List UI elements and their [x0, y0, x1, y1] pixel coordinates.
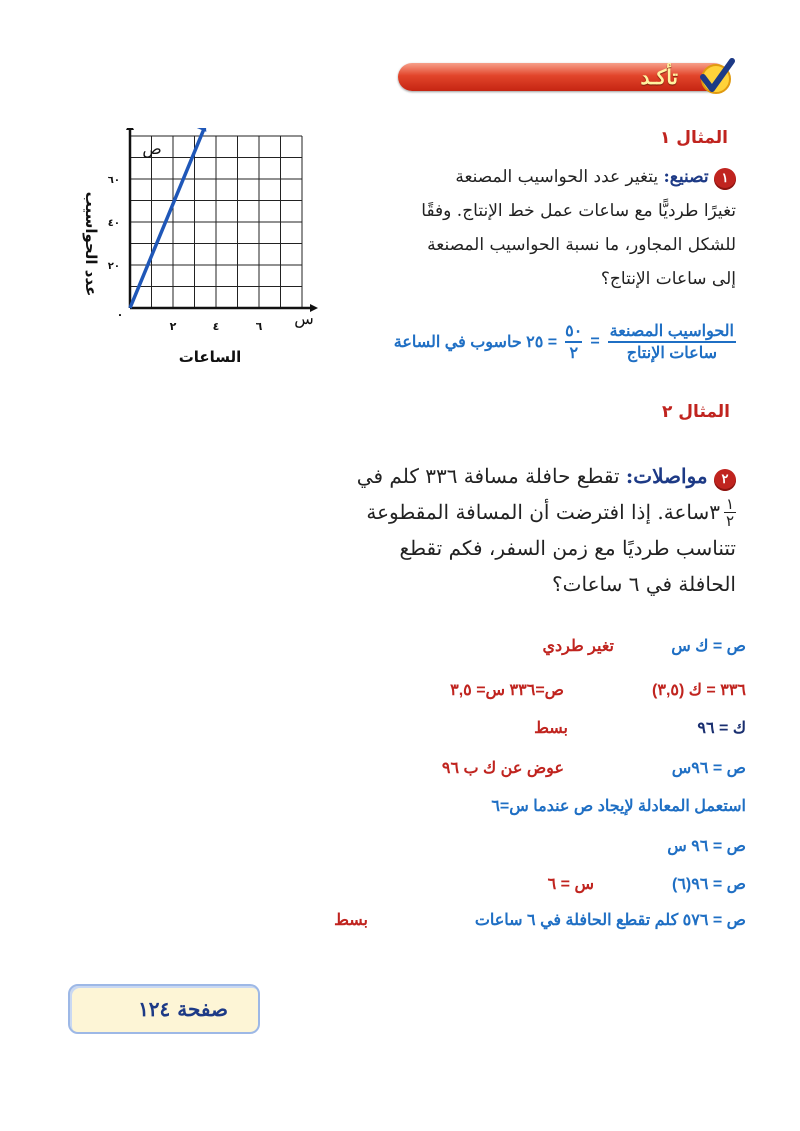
example2-text-2: ٣ساعة. إذا افترضت أن المسافة المقطوعة	[366, 500, 720, 524]
ratio-denominator: ساعات الإنتاج	[626, 345, 717, 362]
solution-row-2-eq: ٣٣٦ = ك (٣,٥)	[652, 682, 746, 699]
value-numerator: ٥٠	[565, 323, 583, 340]
checkmark-icon	[694, 57, 736, 97]
example1-title: المثال ١	[660, 128, 728, 148]
y-tick-label: ٢٠	[107, 261, 120, 272]
y-variable-label: ص	[142, 139, 162, 158]
ratio-fraction	[608, 321, 736, 363]
example1-result: = ٢٥ حاسوب في الساعة	[393, 334, 558, 351]
solution-row-1-eq: ص = ك س	[671, 638, 746, 655]
example2-line-3: تتناسب طرديًا مع زمن السفر، فكم تقطع	[399, 536, 736, 560]
solution-row-3-eq: ك = ٩٦	[697, 720, 746, 737]
example2-number: ٢	[714, 469, 736, 491]
banner-bar	[398, 63, 728, 91]
page-number-box	[68, 984, 260, 1034]
mixed-fraction	[724, 496, 736, 529]
equals-sign: =	[590, 333, 600, 350]
value-denominator: ٢	[569, 345, 579, 362]
example1-text-1: يتغير عدد الحواسيب المصنعة	[455, 167, 659, 187]
x-variable-label: س	[294, 309, 314, 328]
x-tick-label: ٢	[169, 320, 177, 333]
example2-line-1	[316, 458, 736, 494]
example1-problem	[356, 160, 736, 296]
x-axis-title: الساعات	[178, 348, 242, 366]
y-tick-label: ٤٠	[107, 218, 120, 229]
example1-line-4: إلى ساعات الإنتاج؟	[600, 269, 736, 289]
value-fraction	[565, 321, 582, 363]
solution-row-7-eq: ص = ٩٦(٦)	[671, 876, 746, 893]
series-line	[130, 128, 205, 308]
solution-row-4-note: عوض عن ك ب ٩٦	[441, 760, 564, 777]
solution-row-2-note: ص=٣٣٦ س= ٣,٥	[450, 682, 564, 699]
example2-keyword: مواصلات:	[625, 464, 708, 488]
solution-row-5: استعمل المعادلة لإيجاد ص عندما س=٦	[491, 798, 746, 815]
example1-line-1	[356, 160, 736, 194]
solution-row-4-eq: ص = ٩٦س	[671, 760, 746, 777]
x-tick-label: ٤	[212, 320, 220, 333]
y-axis-title: عدد الحواسيب	[82, 191, 100, 297]
ratio-numerator: الحواسيب المصنعة	[609, 323, 734, 340]
solution-row-3-note: بسط	[534, 720, 568, 737]
y-tick-label: ٦٠	[107, 175, 120, 186]
solution-row-8-eq: ص = ٥٧٦ كلم تقطع الحافلة في ٦ ساعات	[474, 912, 746, 929]
example1-line-2: تغيرًا طرديًّا مع ساعات عمل خط الإنتاج. وفقًا	[421, 201, 736, 221]
solution-row-6-eq: ص = ٩٦ س	[667, 838, 746, 855]
y-axis-arrow	[126, 128, 134, 130]
x-tick-label: ٦	[255, 320, 263, 333]
banner-title: تأكـد	[640, 65, 678, 89]
example1-answer-equation	[394, 318, 736, 366]
example2-problem	[316, 458, 736, 602]
solution-row-7-note: س = ٦	[547, 876, 594, 893]
graph-grid	[130, 136, 302, 308]
example2-line-2	[316, 494, 736, 530]
example1-keyword: تصنيع:	[663, 167, 709, 187]
direct-variation-graph	[60, 128, 330, 378]
section-banner	[398, 57, 736, 97]
example2-line-4: الحافلة في ٦ ساعات؟	[552, 572, 736, 596]
origin-label: ٠	[116, 308, 124, 321]
mixed-fraction-denominator: ٢	[725, 511, 735, 530]
example2-title: المثال ٢	[662, 402, 730, 422]
page-number: صفحة ١٢٤	[138, 997, 228, 1021]
solution-row-1-note: تغير طردي	[542, 638, 614, 655]
mixed-fraction-numerator: ١	[725, 494, 735, 513]
solution-row-8-note: بسط	[334, 912, 368, 929]
example1-number: ١	[714, 168, 736, 190]
example2-text-1: تقطع حافلة مسافة ٣٣٦ كلم في	[356, 464, 620, 488]
example1-line-3: للشكل المجاور، ما نسبة الحواسيب المصنعة	[427, 235, 736, 255]
